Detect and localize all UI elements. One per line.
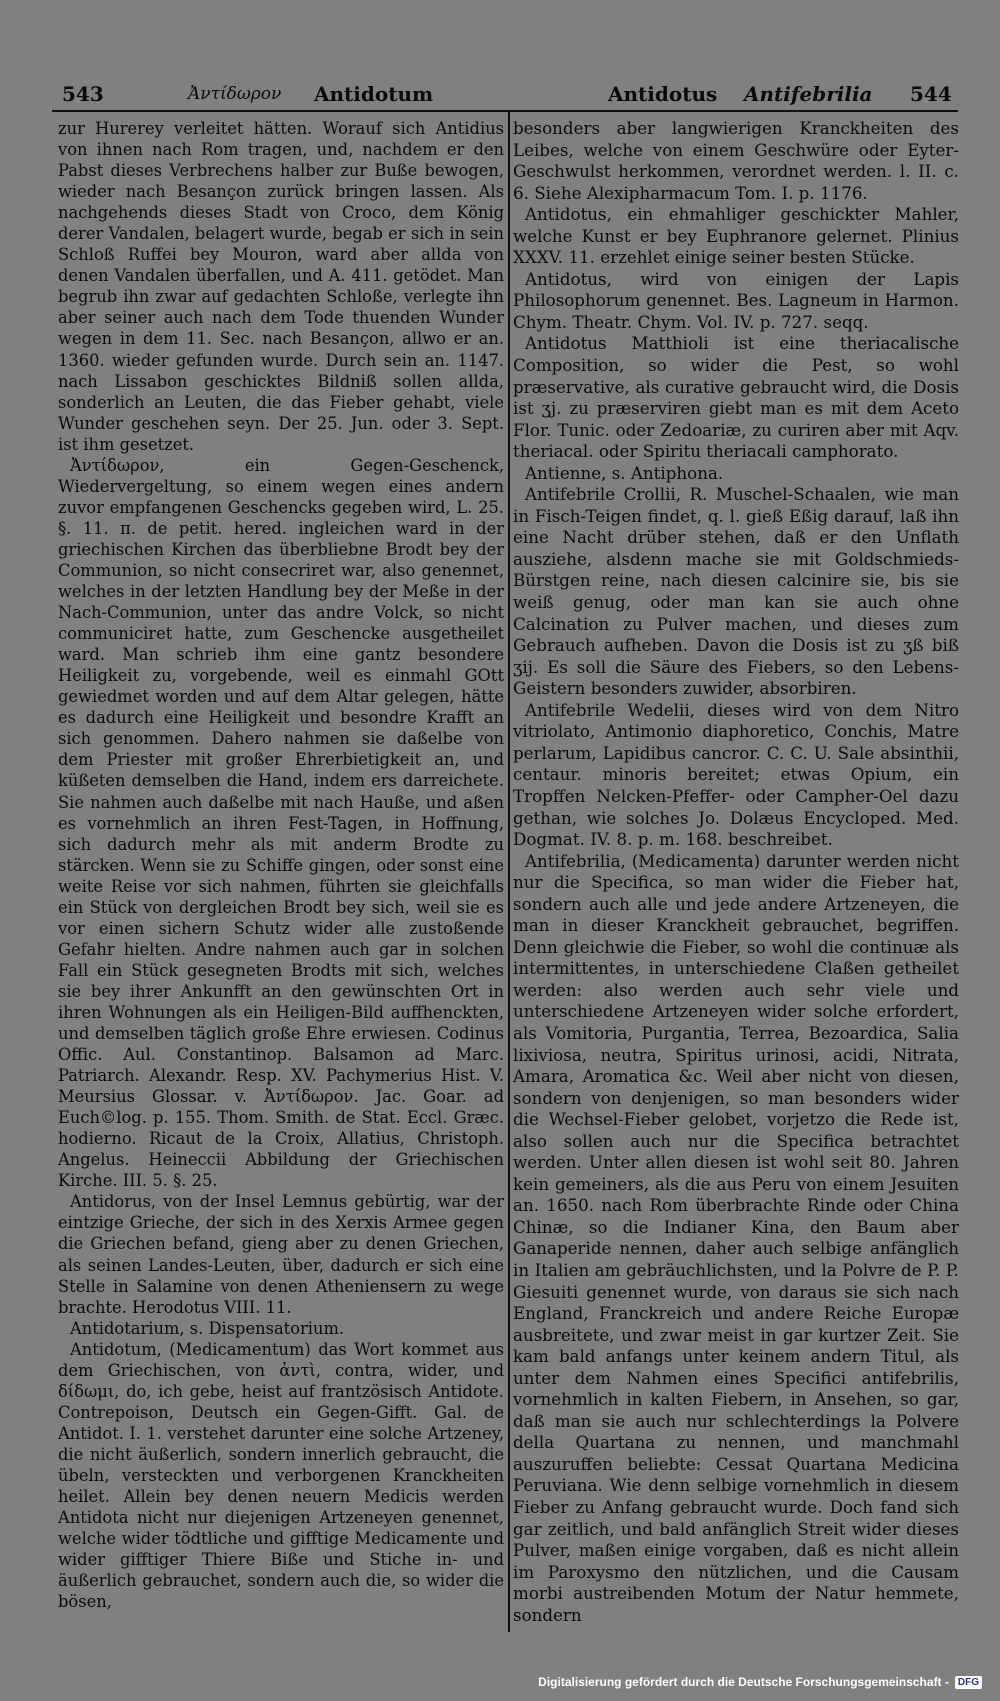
header-rule <box>52 110 958 112</box>
entry-antidoron: Ἀντίδωρον, ein Gegen-Geschenck, Wiedervergeltung, so einem wegen eines andern zuvor empfangenen Geschencks gegeben wird, L. 25. §. 11. π. de petit. hered. ingleichen ward in der griechischen Kirchen das überbliebne Brodt bey der Communion, so nicht consecriret war, also genennet, welches in der letzten Handlung bey der Meße in der Nach-Communion, unter das andre Volck, so nicht communiciret hatte, zum Geschencke ausgetheilet ward. Man schrieb ihm eine gantz besondere Heiligkeit zu, vorgebende, weil es einmahl GOtt gewiedmet worden und auf dem Altar gelegen, hätte es dadurch eine Heiligkeit und besondre Krafft an sich genommen. Dahero nahmen sie daßelbe von dem Priester mit großer Ehrerbietigkeit an, und küßeten demselben die Hand, indem ers darreichete. Sie nahmen auch daßelbe mit nach Hauße, und aßen es vornehmlich an ihren Fest-Tagen, in Hoffnung, sich dadurch mehr als mit anderm Brodte zu stärcken. Wenn sie zu Schiffe gingen, oder sonst eine weite Reise vor sich nahmen, führten sie gleichfalls ein Stück von dergleichen Brodt bey sich, weil sie es vor einen sichern Schutz wider alle zustoßende Gefahr hielten. Andre nahmen auch gar in solchen Fall ein Stück gesegneten Brodts mit sich, welches sie bey ihrer Ankunfft an den gewünschten Ort in ihren Wohnungen als ein Heiligen-Bild auffhenckten, und demselben täglich große Ehre erwiesen. Codinus Offic. Aul. Constantinop. Balsamon ad Marc. Patriarch. Alexandr. Resp. XV. Pachymerius Hist. V. Meursius Glossar. v. Ἀντίδωρον. Jac. Goar. ad Euch©log. p. 155. Thom. Smith. de Stat. Eccl. Græc. hodierno. Ricaut de la Croix, Allatius, Christoph. Angelus. Heineccii Abbildung der Griechischen Kirche. III. 5. §. 25. <box>58 455 504 1191</box>
left-column <box>58 118 504 1612</box>
left-header-title: Antidotum <box>314 82 434 106</box>
left-header <box>62 82 502 112</box>
right-header-title2: Antifebrilia <box>744 82 873 106</box>
footer-credit <box>538 1675 982 1689</box>
entry-antidorus: Antidorus, von der Insel Lemnus gebürtig, war der eintzige Grieche, der sich in des Xerxis Armee gegen die Griechen befand, gieng aber zu denen Griechen, als seinen Landes-Leuten, über, dadurch er sich eine Stelle in Salamine von denen Atheniensern zu wege brachte. Herodotus VIII. 11. <box>58 1192 504 1317</box>
entry-antidotus-painter: Antidotus, ein ehmahliger geschickter Mahler, welche Kunst er bey Euphranore gelernet. Plinius XXXV. 11. erzehlet einige seiner besten Stücke. <box>513 204 959 268</box>
entry-antidotus-matthioli: Antidotus Matthioli ist eine theriacalische Composition, so wider die Pest, so wohl præservative, als curative gebraucht wird, die Dosis ist ʒj. zu præserviren giebt man es mit dem Aceto Flor. Tunic. oder Zedoariæ, zu curiren aber mit Aqv. theriacal. oder Spiritu theriacali camphorato. <box>513 333 959 462</box>
dfg-logo: DFG <box>955 1676 982 1689</box>
entry-antidotum: Antidotum, (Medicamentum) das Wort kommet aus dem Griechischen, von ἀντὶ, contra, wider, und δίδωμι, do, ich gebe, heist auf frantzösisch Antidote. Contrepoison, Deutsch ein Gegen-Gifft. Gal. de Antidot. I. 1. verstehet darunter eine solche Artzeney, die nicht äußerlich, sondern innerlich gebraucht, die übeln, versteckten und verborgenen Kranckheiten heilet. Allein bey denen neuern Medicis werden Antidota nicht nur diejenigen Artzeneyen genennet, welche wider tödtliche und gifftige Medicamente und wider gifftiger Thiere Biße und Stiche in- und äußerlich gebrauchet, sondern auch die, so wider die bösen, <box>58 1339 504 1612</box>
entry-antidotus-lapis: Antidotus, wird von einigen der Lapis Philosophorum genennet. Bes. Lagneum in Harmon. Chym. Theatr. Chym. Vol. IV. p. 727. seqq. <box>513 268 959 332</box>
right-column <box>513 118 959 1626</box>
entry-antifebrile-wedelii: Antifebrile Wedelii, dieses wird von dem Nitro vitriolato, Antimonio diaphoretico, Conchis, Matre perlarum, Lapidibus cancror. C. C. U. Sale absinthii, centaur. minoris bereitet; etwas Opium, ein Tropffen Nelcken-Pfeffer- oder Campher-Oel dazu gethan, wie solches Jo. Dolæus Encycloped. Med. Dogmat. IV. 8. p. m. 168. beschreibet. <box>513 699 959 850</box>
column-divider <box>508 112 510 1632</box>
entry-antienne: Antienne, s. Antiphona. <box>525 462 724 483</box>
left-page-number: 543 <box>62 82 104 106</box>
right-page-number: 544 <box>910 82 952 106</box>
right-header-title: Antidotus <box>608 82 718 106</box>
paragraph-antidius-continued: zur Hurerey verleitet hätten. Worauf sich Antidius von ihnen nach Rom tragen, und, nachdem er den Pabst dieses Verbrechens halber zur Buße bewogen, wieder nach Besançon zurück bringen lassen. Als nachgehends dieses Stadt von Croco, dem König derer Vandalen, belagert wurde, begab er sich in sein Schloß Ruffei bey Mouron, ward aber allda von denen Vandalen überfallen, und A. 411. getödet. Man begrub ihn zwar auf gedachten Schloße, verlegte ihn aber seiner auch nach dem Tode thuenden Wunder wegen in dem 11. Sec. nach Besançon, allwo er an. 1360. wieder gefunden wurde. Durch sein an. 1147. nach Lissabon geschicktes Bildniß sollen allda, sonderlich an Leuten, die das Fieber gehabt, viele Wunder geschehen seyn. Der 25. Jun. oder 3. Sept. ist ihm gesetzet. <box>58 119 504 454</box>
left-header-greek: Ἀντίδωρον <box>188 84 282 104</box>
right-header <box>608 82 952 112</box>
entry-antifebrile-crollii: Antifebrile Crollii, R. Muschel-Schaalen, wie man in Fisch-Teigen findet, q. l. gieß Eßig darauf, laß ihn eine Nacht drüber stehen, daß er den Unflath ausziehe, alsdenn mache sie mit Goldschmieds-Bürstgen reine, nach diesen calcinire sie, bis sie weiß genug, oder man kan sie auch ohne Calcination zu Pulver machen, und dieses zum Gebrauch aufheben. Davon die Dosis ist zu ʒß biß ʒij. Es soll die Säure des Fiebers, so den Lebens-Geistern besonders zuwider, absorbiren. <box>513 484 959 699</box>
footer-text: Digitalisierung gefördert durch die Deutsche Forschungsgemeinschaft - <box>538 1675 949 1689</box>
entry-antifebrilia: Antifebrilia, (Medicamenta) darunter werden nicht nur die Specifica, so man wider die Fieber hat, sondern auch alle und jede andere Artzeneyen, die man in dieser Kranckheit gebrauchet, begriffen. Denn gleichwie die Fieber, so wohl die continuæ als intermittentes, in unterschiedene Claßen getheilet werden: also werden auch sehr viele und unterschiedene Artzeneyen wider solche erfordert, als Vomitoria, Purgantia, Terrea, Bezoardica, Salia lixiviosa, neutra, Spiritus urinosi, acidi, Nitrata, Amara, Aromatica &c. Weil aber nicht von diesen, sondern von denjenigen, so man besonders wider die Wechsel-Fieber gelobet, vorjetzo die Rede ist, also sollen auch nur die Specifica betrachtet werden. Unter allen diesen ist wohl seit 80. Jahren kein gemeiners, als die aus Peru von einem Jesuiten an. 1650. nach Rom überbrachte Rinde oder China Chinæ, so die Indianer Kina, den Baum aber Ganaperide nennen, daher auch selbige anfänglich in Italien am gebräuchlichsten, und la Polvre de P. P. Giesuiti genennet wurde, von daraus sie sich nach England, Franckreich und andere Reiche Europæ ausbreitete, und zwar meist in gar kurtzer Zeit. Sie kam bald anfangs unter keinem andern Titul, als unter dem Nahmen eines Specifici antifebrilis, vornehmlich in kalten Fiebern, in Ansehen, so gar, daß man sie auch nur schlechterdings la Polvere della Quartana zu nennen, und manchmahl auszuruffen beliebte: Cessat Quartana Medicina Peruviana. Wie denn selbige vornehmlich in diesem Fieber zu Anfang gebraucht wurde. Doch fand sich gar zeitlich, und bald anfänglich Streit wider dieses Pulver, maßen einige vorgaben, daß es nicht allein im Paroxysmo den nützlichen, und die Causam morbi austreibenden Motum der Natur hemmete, sondern <box>513 850 959 1625</box>
paragraph-antidotum-continued: besonders aber langwierigen Kranckheiten des Leibes, welche von einem Geschwüre oder Eyter-Geschwulst herkommen, verordnet werden. l. II. c. 6. Siehe Alexipharmacum Tom. I. p. 1176. <box>513 118 959 203</box>
entry-antidotarium: Antidotarium, s. Dispensatorium. <box>70 1318 345 1338</box>
